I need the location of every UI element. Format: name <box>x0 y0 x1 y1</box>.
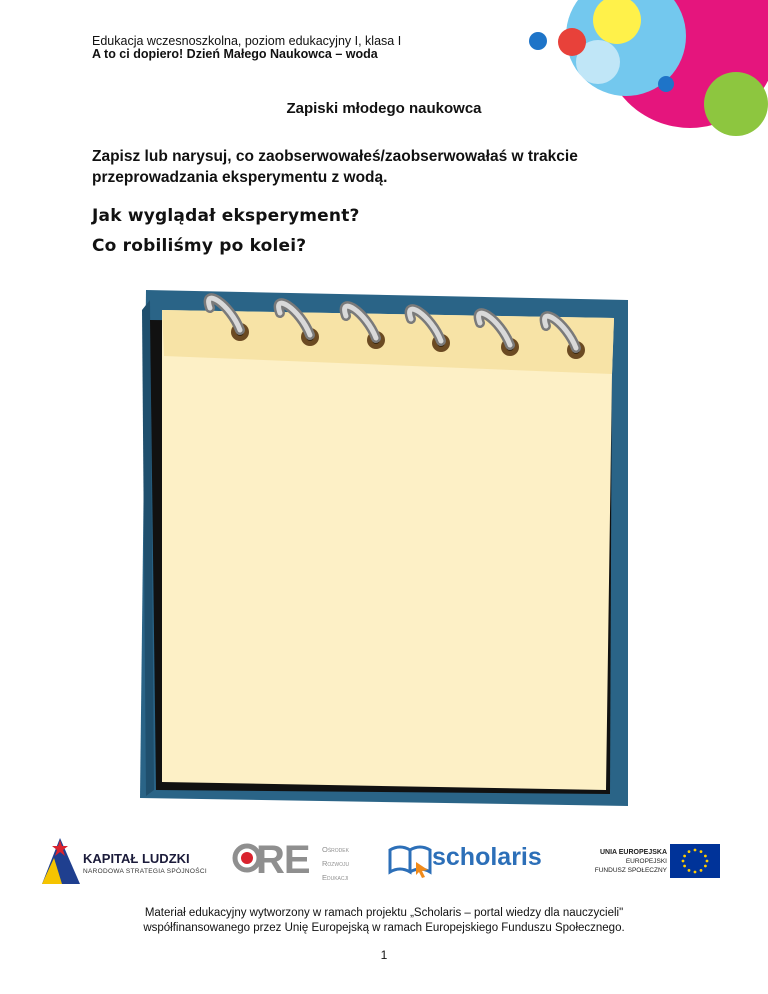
question-1: Jak wyglądał eksperyment? <box>92 206 360 226</box>
scholaris-book-icon <box>388 842 432 878</box>
page-title: Zapiski młodego naukowca <box>286 100 482 117</box>
eu-flag-icon <box>670 844 720 878</box>
ore-subtitle: Ośrodek Rozwoju Edukacji <box>322 845 350 882</box>
scholaris-logo: scholaris <box>432 843 542 871</box>
kapital-ludzki-icon <box>40 838 82 886</box>
page-number: 1 <box>380 948 388 962</box>
header-lesson: A to ci dopiero! Dzień Małego Naukowca – woda <box>92 47 378 61</box>
instruction: Zapisz lub narysuj, co zaobserwowałeś/zaobserwowałaś w trakcie przeprowadzania eksperymentu z wodą. <box>92 148 578 186</box>
header-course: Edukacja wczesnoszkolna, poziom edukacyjny I, klasa I <box>92 34 402 48</box>
notepad-paper <box>162 310 614 790</box>
kapital-ludzki-subtitle: NARODOWA STRATEGIA SPÓJNOŚCI <box>83 868 207 875</box>
ore-logo: RE <box>256 838 310 882</box>
footer: Materiał edukacyjny wytworzony w ramach projektu „Scholaris – portal wiedzy dla nauczycieli" współfinansowanego przez Unię Europejską w ramach Europejskiego Funduszu Społecznego. <box>143 907 625 934</box>
question-2: Co robiliśmy po kolei? <box>92 236 307 256</box>
eu-text: UNIA EUROPEJSKA EUROPEJSKI FUNDUSZ SPOŁECZNY <box>594 849 667 874</box>
kapital-ludzki-logo: KAPITAŁ LUDZKI <box>83 851 190 866</box>
